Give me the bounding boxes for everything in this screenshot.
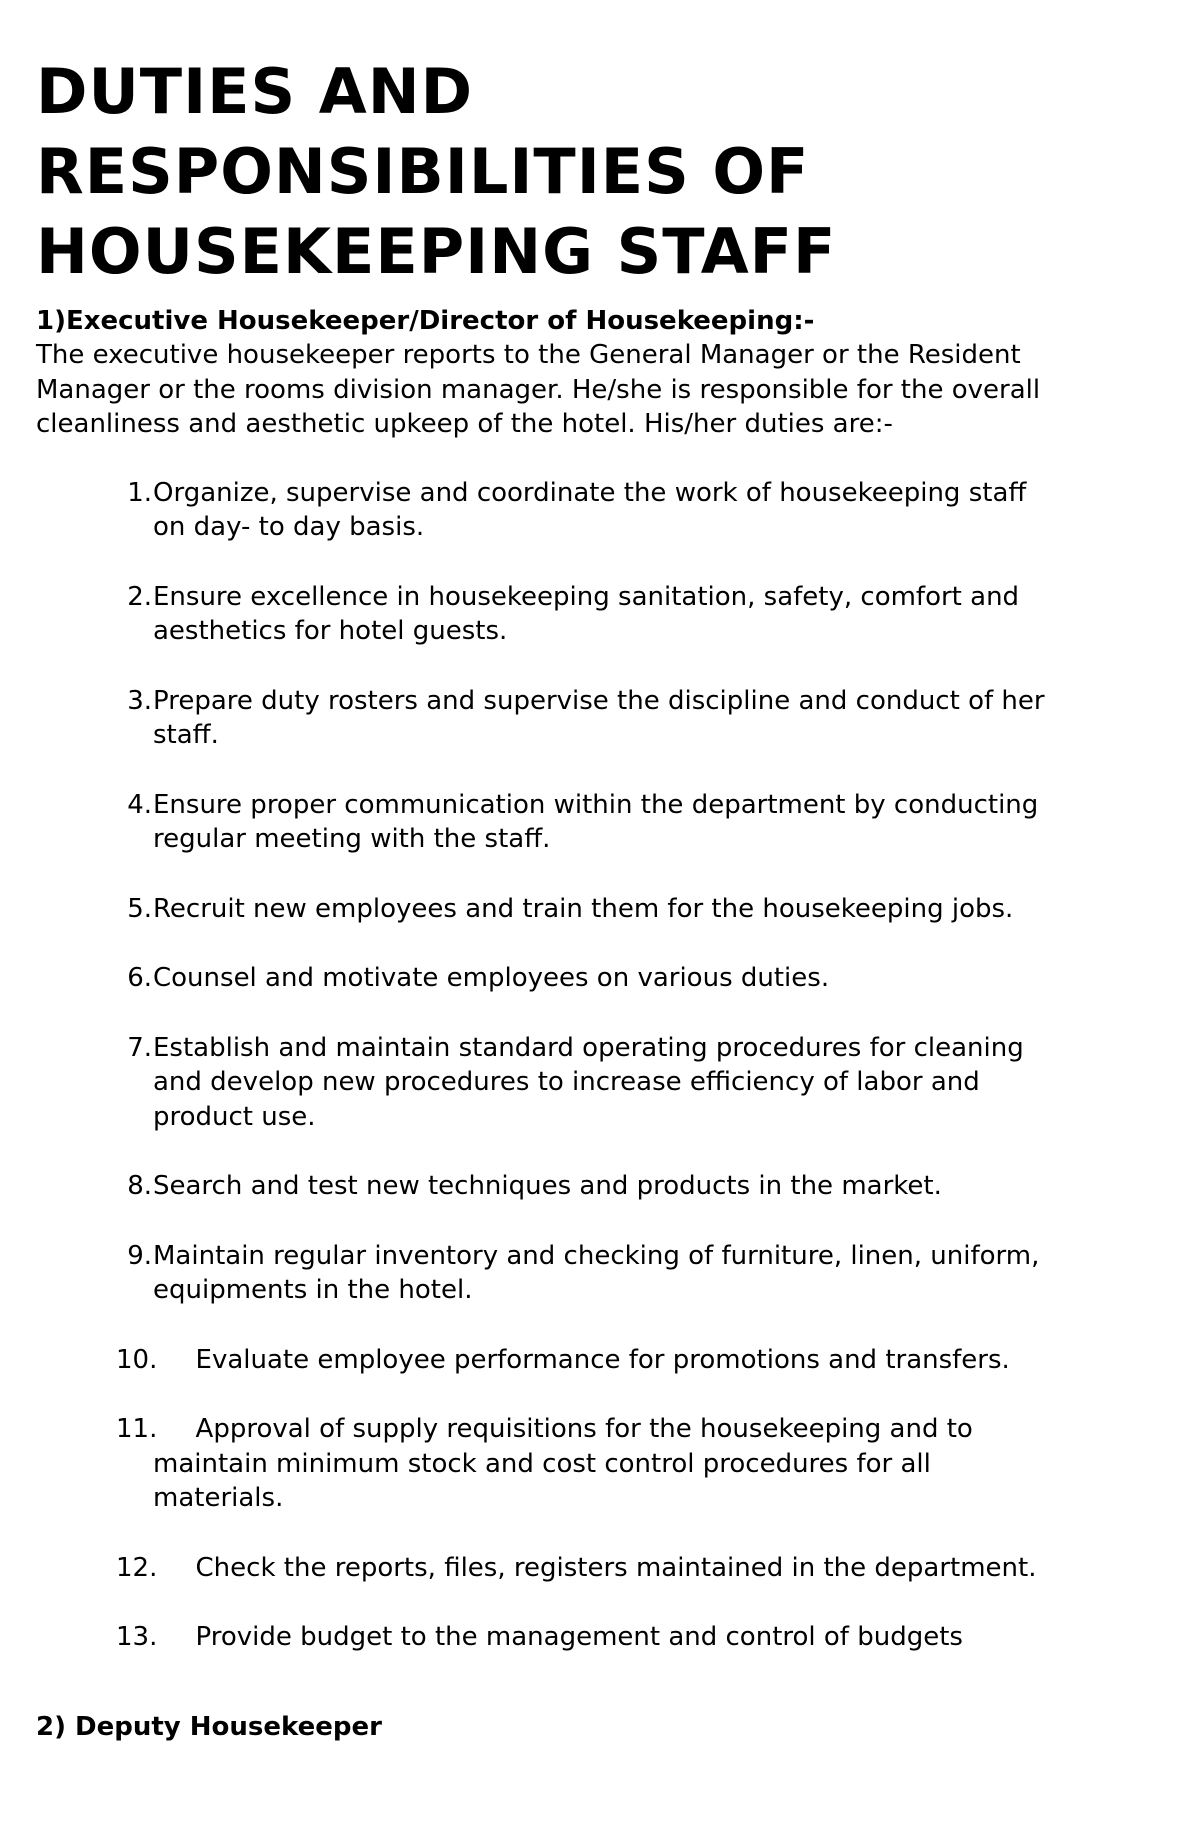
duty-item [36,1551,1172,1586]
title-line-1: DUTIES AND [36,55,474,128]
duty-text-line: Provide budget to the management and control of budgets [179,1622,963,1652]
duty-text-line: regular meeting with the staff. [153,824,551,854]
duty-text-line: maintain minimum stock and cost control procedures for all [153,1448,931,1479]
duty-text-line: Maintain regular inventory and checking of furniture, linen, uniform, [153,1240,1040,1271]
duty-text-line: Establish and maintain standard operating procedures for cleaning [153,1032,1024,1063]
duties-list [36,476,1172,1655]
duty-text-line: product use. [153,1101,316,1132]
duty-number: 8. [127,1171,152,1201]
duty-text-line: Counsel and motivate employees on various duties. [153,963,830,993]
duty-item [36,961,1172,996]
duty-text-line: Evaluate employee performance for promotions and transfers. [179,1344,1010,1375]
section-2-heading: 2) Deputy Housekeeper [36,1711,382,1742]
duty-text-line: Prepare duty rosters and supervise the discipline and conduct of her [153,685,1045,716]
section-1-intro [36,338,1186,442]
duty-number: 6. [127,963,152,993]
duty-number: 10. [116,1344,158,1375]
duty-number: 9. [127,1240,152,1271]
duty-number: 3. [127,685,152,716]
duty-number: 5. [127,893,152,924]
duty-text-line: equipments in the hotel. [153,1275,473,1305]
duty-number: 12. [116,1552,158,1583]
duty-text-line: Ensure proper communication within the department by conducting [153,789,1039,820]
document-title [36,52,1172,292]
duty-item [36,1239,1172,1308]
duty-number: 1. [127,477,152,508]
duty-item [36,1169,1172,1204]
duty-item [36,684,1172,753]
title-line-2: RESPONSIBILITIES OF [36,135,810,208]
intro-line: cleanliness and aesthetic upkeep of the hotel. His/her duties are:- [36,409,893,439]
duty-item [36,788,1172,857]
duty-text-line: aesthetics for hotel guests. [153,616,508,646]
duty-text-line: on day- to day basis. [153,512,425,542]
duty-text-line: Organize, supervise and coordinate the work of housekeeping staff [153,477,1027,508]
duty-item [36,892,1172,927]
duty-text-line: and develop new procedures to increase efficiency of labor and [153,1067,980,1097]
title-line-3: HOUSEKEEPING STAFF [36,215,837,288]
duty-text-line: Approval of supply requisitions for the housekeeping and to [179,1414,973,1444]
duty-item [36,1620,1172,1655]
duty-text-line: materials. [153,1483,284,1513]
duty-text-line: Ensure excellence in housekeeping sanitation, safety, comfort and [153,581,1020,612]
duty-text-line: Recruit new employees and train them for the housekeeping jobs. [153,893,1014,924]
duty-item [36,580,1172,649]
intro-line: The executive housekeeper reports to the General Manager or the Resident [36,340,1021,370]
duty-text-line: staff. [153,720,219,750]
duty-number: 7. [127,1032,152,1063]
duty-number: 4. [127,789,152,820]
duty-item [36,1343,1172,1378]
duty-text-line: Search and test new techniques and products in the market. [153,1171,942,1201]
intro-line: Manager or the rooms division manager. He/she is responsible for the overall [36,374,1041,405]
duty-number: 2. [127,581,152,612]
duty-item [36,476,1172,545]
duty-item [36,1412,1172,1516]
section-1-heading: 1)Executive Housekeeper/Director of Housekeeping:- [36,306,815,336]
duty-number: 11. [116,1414,158,1444]
duty-item [36,1031,1172,1135]
duty-text-line: Check the reports, files, registers maintained in the department. [179,1552,1037,1583]
duty-number: 13. [116,1622,158,1652]
